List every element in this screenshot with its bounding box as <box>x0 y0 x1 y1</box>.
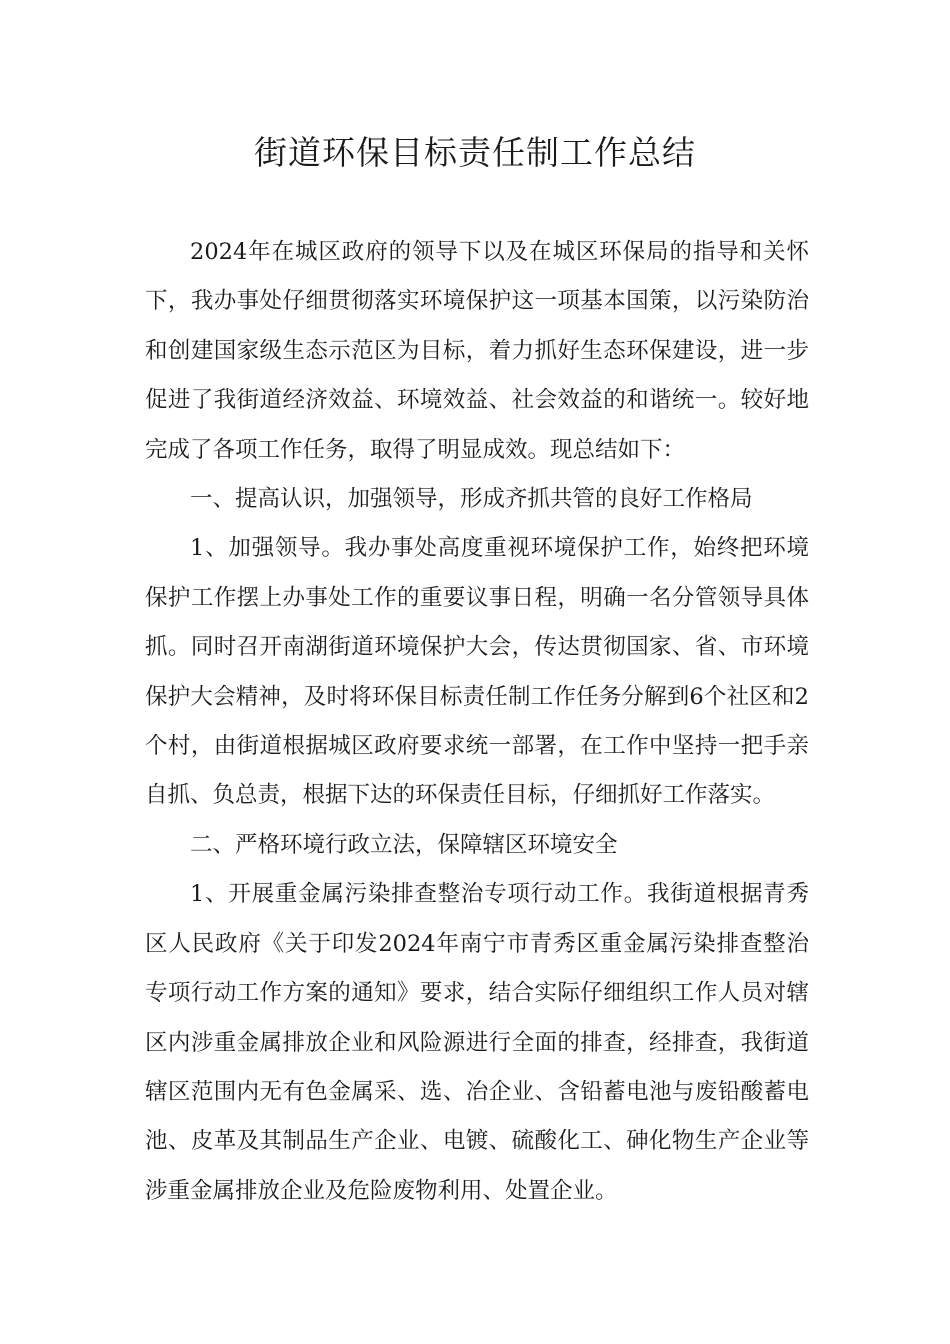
section-heading-2: 二、严格环境行政立法，保障辖区环境安全 <box>190 831 618 858</box>
document-body <box>145 228 809 1216</box>
document-title: 街道环保目标责任制工作总结 <box>254 133 696 172</box>
paragraph-heavy-metal: 1、开展重金属污染排查整治专项行动工作。我街道根据青秀区人民政府《关于印发2024年南宁市青秀区重金属污染排查整治专项行动工作方案的通知》要求，结合实际仔细组织工作人员对辖区内涉重金属排放企业和风险源进行全面的排查，经排查，我街道辖区范围内无有色金属采、选、冶企业、含铅蓄电池与废铅酸蓄电池、皮革及其制品生产企业、电镀、硫酸化工、砷化物生产企业等涉重金属排放企业及危险废物利用、处置企业。 <box>145 881 809 1204</box>
paragraph-leadership: 1、加强领导。我办事处高度重视环境保护工作，始终把环境保护工作摆上办事处工作的重要议事日程，明确一名分管领导具体抓。同时召开南湖街道环境保护大会，传达贯彻国家、省、市环境保护大会精神，及时将环保目标责任制工作任务分解到6个社区和2个村，由街道根据城区政府要求统一部署，在工作中坚持一把手亲自抓、负总责，根据下达的环保责任目标，仔细抓好工作落实。 <box>145 535 809 809</box>
paragraph-intro: 2024年在城区政府的领导下以及在城区环保局的指导和关怀下，我办事处仔细贯彻落实环境保护这一项基本国策，以污染防治和创建国家级生态示范区为目标，着力抓好生态环保建设，进一步促进了我街道经济效益、环境效益、社会效益的和谐统一。较好地完成了各项工作任务，取得了明显成效。现总结如下： <box>145 239 809 463</box>
section-heading-1: 一、提高认识，加强领导，形成齐抓共管的良好工作格局 <box>190 486 753 513</box>
